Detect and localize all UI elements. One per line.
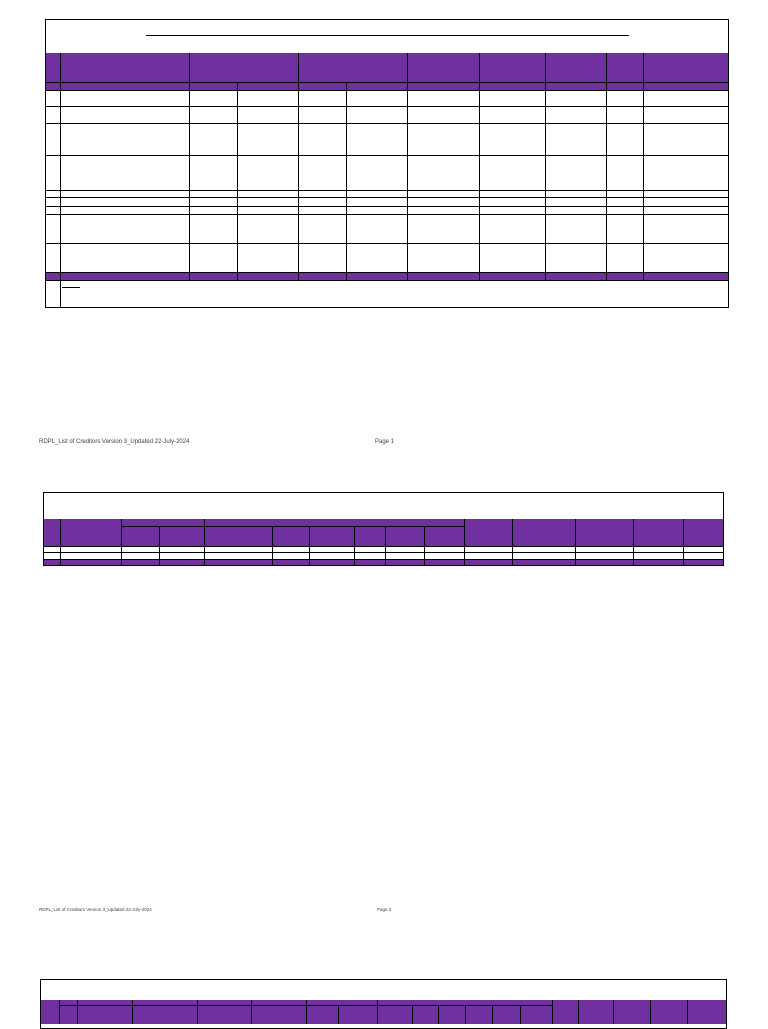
p2-subheader-line <box>121 526 464 527</box>
p2-col-line <box>60 519 61 565</box>
p1-row-line <box>46 214 728 215</box>
p1-col-line <box>545 53 546 280</box>
p2-row-line <box>44 552 723 553</box>
p2-col-line <box>121 519 122 565</box>
p2-col-line <box>683 519 684 565</box>
page1-title-rule <box>146 35 629 36</box>
p3-col-line <box>377 1000 378 1024</box>
p3-col-line <box>650 1000 651 1024</box>
p3-col-line <box>306 1000 307 1024</box>
p2-col-line <box>464 519 465 565</box>
p2-col-line <box>575 519 576 565</box>
p3-col-line <box>465 1005 466 1024</box>
p2-col-line <box>512 519 513 565</box>
page1-footer-left: RDPL_List of Creditors Version 3_Updated 22-July-2024 <box>39 439 190 445</box>
p1-col-line <box>606 53 607 280</box>
p1-col-line <box>643 53 644 280</box>
p1-col-line <box>60 53 61 307</box>
page1-header-sep <box>46 82 728 83</box>
p1-col-line <box>346 82 347 280</box>
p3-col-line <box>77 1000 78 1024</box>
p1-row-line <box>46 272 728 273</box>
p3-col-line <box>552 1000 553 1024</box>
p1-row-line <box>46 90 728 91</box>
p1-row-line <box>46 206 728 207</box>
p2-row-line <box>44 546 723 547</box>
p1-col-line <box>407 53 408 280</box>
p1-row-line <box>46 123 728 124</box>
p1-row-line <box>46 190 728 191</box>
p3-col-line <box>438 1005 439 1024</box>
p3-col-line <box>578 1000 579 1024</box>
page2-footer-page: Page 2 <box>377 907 392 912</box>
p3-col-line <box>132 1000 133 1024</box>
p2-col-line <box>272 526 273 565</box>
p1-col-line <box>237 82 238 280</box>
p1-col-line <box>298 53 299 280</box>
page1-total-row <box>46 272 728 280</box>
p2-col-line <box>309 526 310 565</box>
p1-row-line <box>46 243 728 244</box>
p1-col-line <box>479 53 480 280</box>
p3-col-line <box>687 1000 688 1024</box>
page2-header-band <box>44 519 723 546</box>
p1-row-line <box>46 155 728 156</box>
p3-col-line <box>338 1005 339 1024</box>
p2-col-line <box>159 526 160 565</box>
p2-col-line <box>385 526 386 565</box>
p2-col-line <box>633 519 634 565</box>
p1-row-line <box>46 197 728 198</box>
p3-col-line <box>520 1005 521 1024</box>
page2-footer-left: RDPL_List of Creditors Version 3_Updated 22-July-2024 <box>39 907 152 912</box>
p2-col-line <box>204 519 205 565</box>
p2-col-line <box>424 526 425 565</box>
p1-notes-mark <box>62 287 80 288</box>
p3-col-line <box>613 1000 614 1024</box>
p2-col-line <box>354 526 355 565</box>
p1-row-line <box>46 280 728 281</box>
p3-col-line <box>59 1000 60 1024</box>
page1-footer-page: Page 1 <box>375 439 395 445</box>
p1-col-line <box>189 53 190 280</box>
p3-col-line <box>492 1005 493 1024</box>
page1-header-band <box>46 53 728 90</box>
page3-header-band <box>41 1000 726 1024</box>
p3-col-line <box>251 1000 252 1024</box>
p1-row-line <box>46 106 728 107</box>
p3-col-line <box>412 1005 413 1024</box>
p2-row-line <box>44 559 723 560</box>
p3-col-line <box>197 1000 198 1024</box>
